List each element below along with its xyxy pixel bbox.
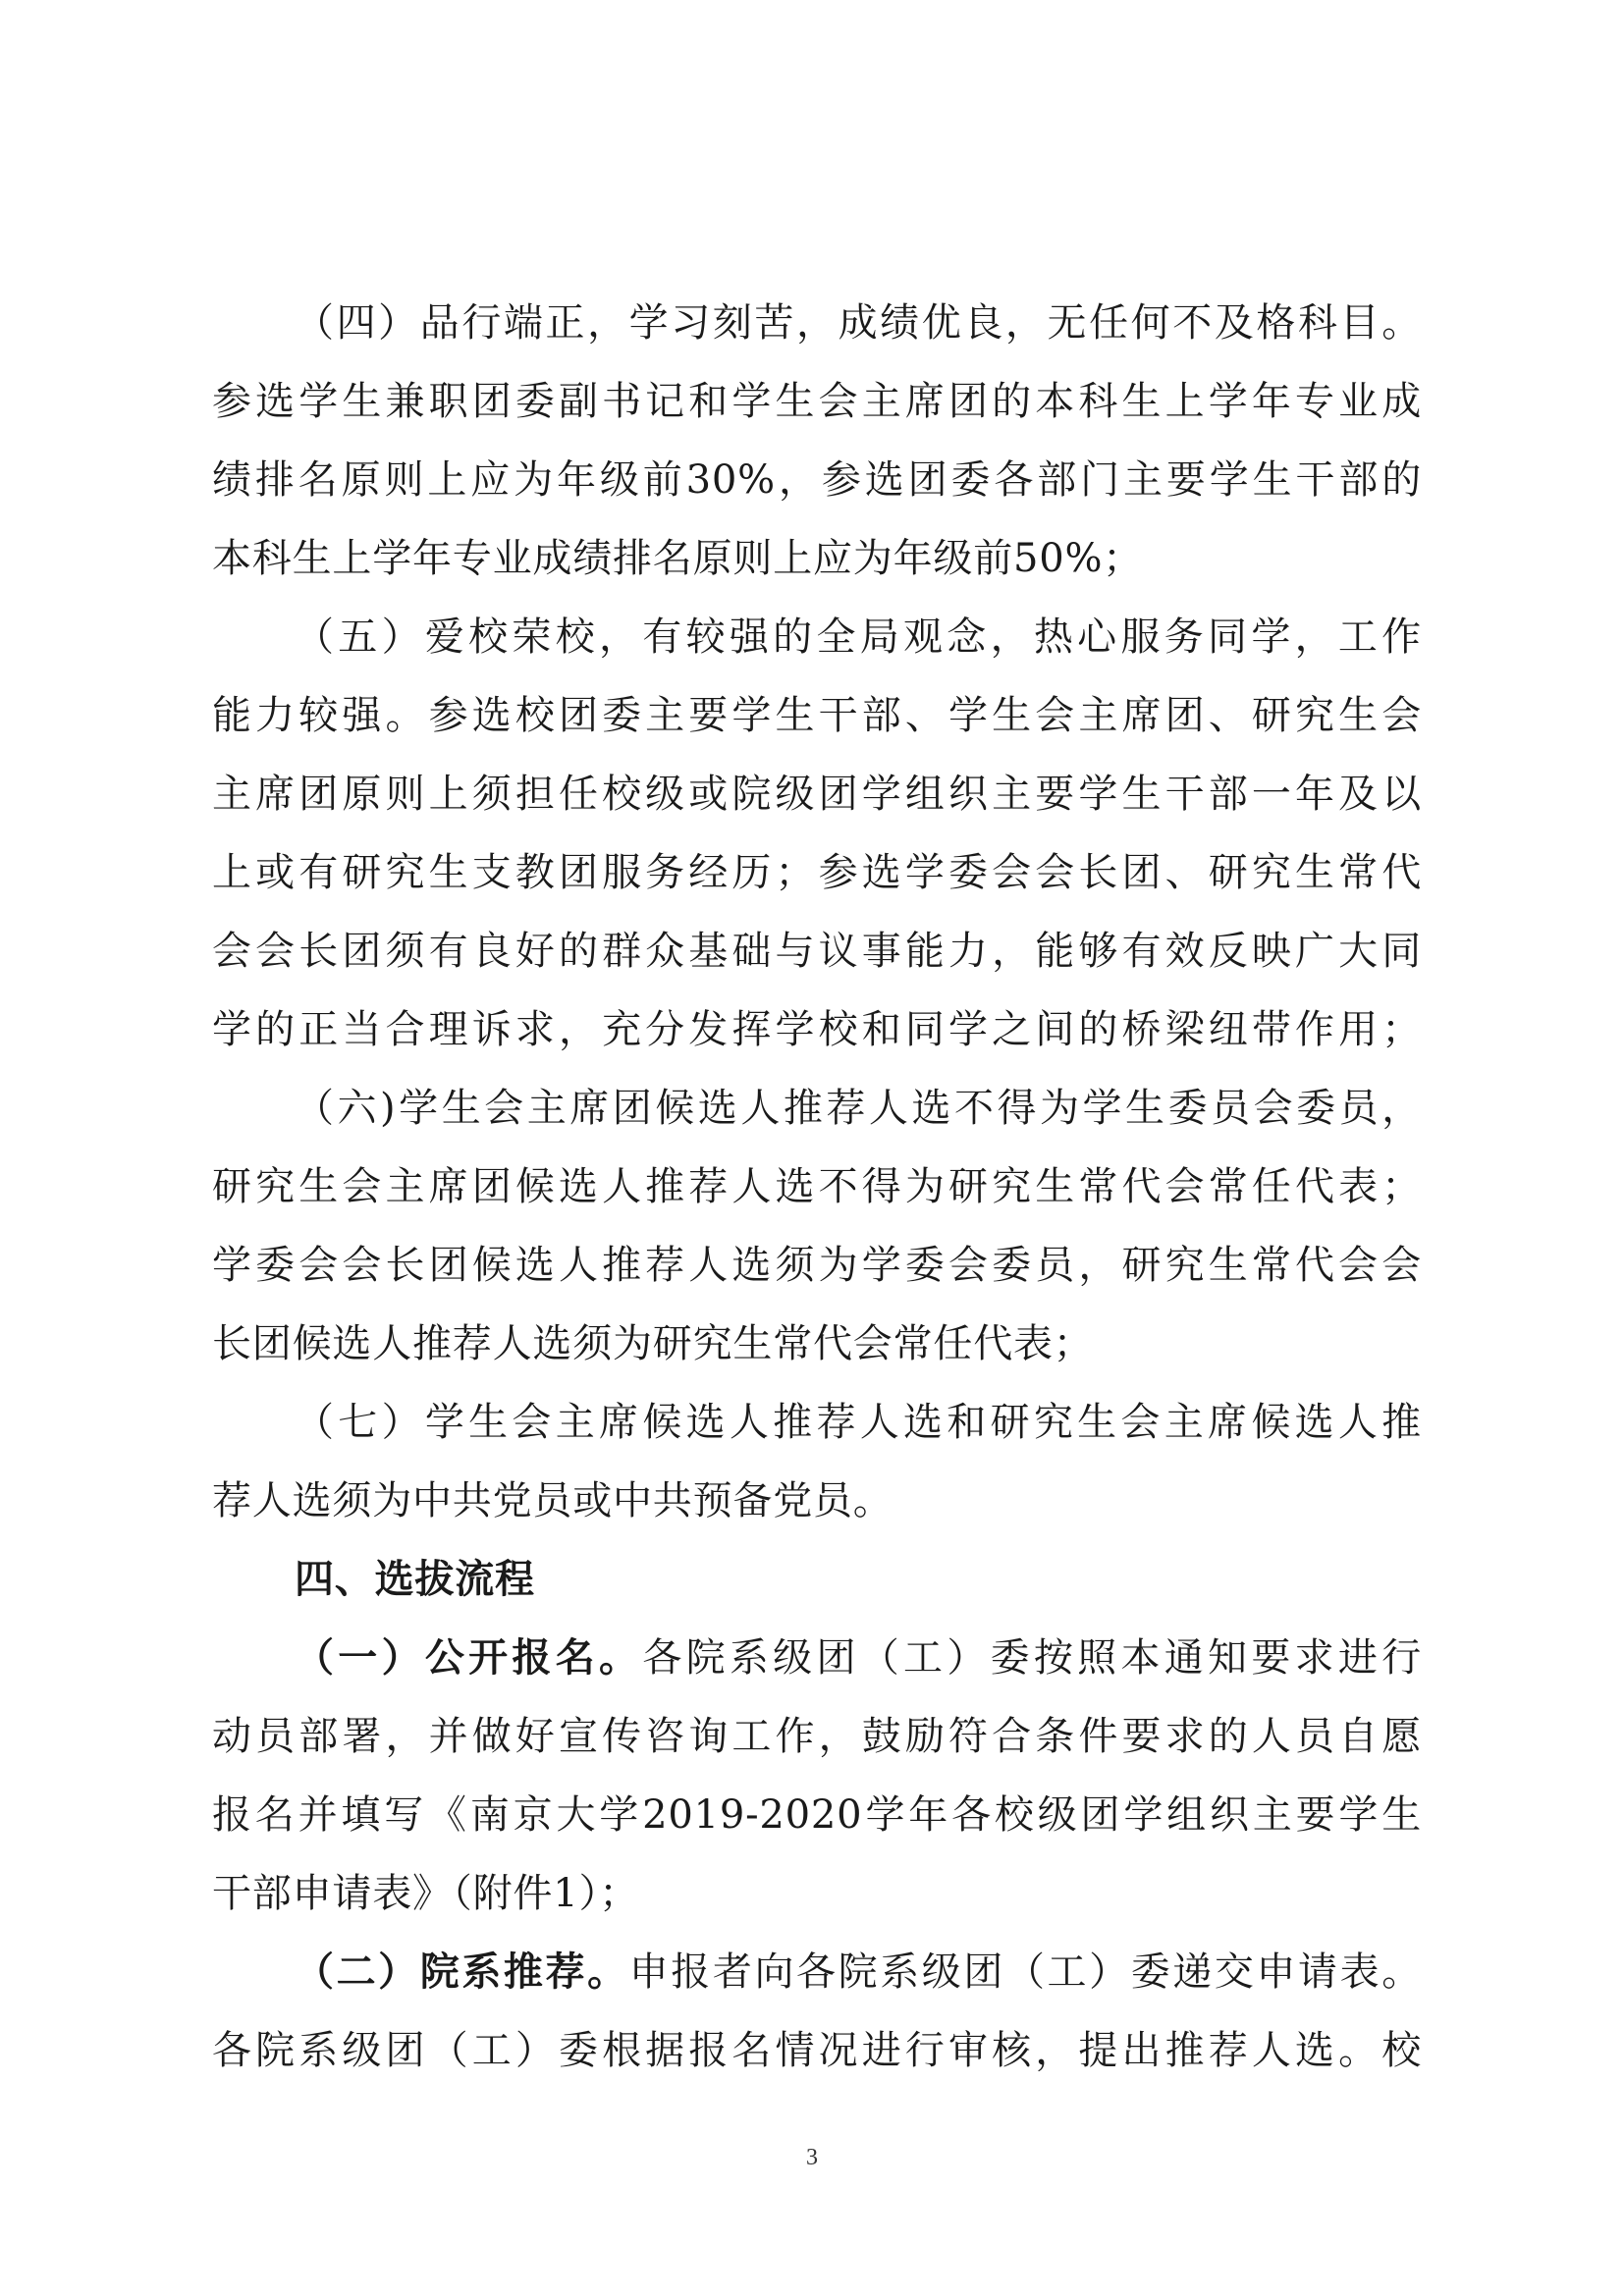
text-line: 报名并填写《南京大学2019-2020学年各校级团学组织主要学生 [212,1792,1422,1838]
text-line: （七）学生会主席候选人推荐人选和研究生会主席候选人推 [295,1400,1422,1445]
text-line: 长团候选人推荐人选须为研究生常代会常任代表； [212,1321,1094,1366]
text-line: 能力较强。参选校团委主要学生干部、学生会主席团、研究生会 [212,693,1422,738]
text-line: 动员部署，并做好宣传咨询工作，鼓励符合条件要求的人员自愿 [212,1714,1422,1759]
text-line: 绩排名原则上应为年级前30%，参选团委各部门主要学生干部的 [212,457,1422,503]
text-line: （六)学生会主席团候选人推荐人选不得为学生委员会委员， [295,1086,1422,1131]
text-line: （五）爱校荣校，有较强的全局观念，热心服务同学，工作 [295,614,1422,660]
page-number: 3 [806,2145,818,2170]
text-line: 参选学生兼职团委副书记和学生会主席团的本科生上学年专业成 [212,379,1422,424]
text-line: 荐人选须为中共党员或中共预备党员。 [212,1478,893,1523]
text-line: 干部申请表》（附件1）； [212,1871,640,1916]
text-line: （四）品行端正，学习刻苦，成绩优良，无任何不及格科目。 [295,300,1422,346]
step-2-first-line [212,1933,1422,2011]
text-line: 会会长团须有良好的群众基础与议事能力，能够有效反映广大同 [212,929,1422,974]
document-body [212,284,1422,2090]
text-line: 主席团原则上须担任校级或院级团学组织主要学生干部一年及以 [212,772,1422,817]
section-heading: 四、选拔流程 [295,1557,535,1602]
text-line: 学的正当合理诉求，充分发挥学校和同学之间的桥梁纽带作用； [212,1007,1422,1052]
text-line: 本科生上学年专业成绩排名原则上应为年级前50%； [212,536,1144,581]
step-2-text: 申报者向各院系级团（工）委递交申请表。 [628,1949,1422,1995]
step-1-label: （一）公开报名。 [295,1635,643,1681]
text-line: 上或有研究生支教团服务经历；参选学委会会长团、研究生常代 [212,850,1422,895]
text-line: 各院系级团（工）委根据报名情况进行审核，提出推荐人选。校 [212,2028,1422,2073]
step-2-label: （二）院系推荐。 [295,1949,629,1995]
text-line: 研究生会主席团候选人推荐人选不得为研究生常代会常任代表； [212,1164,1422,1209]
step-1-first-line [212,1619,1422,1697]
step-1-text: 各院系级团（工）委按照本通知要求进行 [642,1635,1422,1681]
text-line: 学委会会长团候选人推荐人选须为学委会委员，研究生常代会会 [212,1243,1422,1288]
